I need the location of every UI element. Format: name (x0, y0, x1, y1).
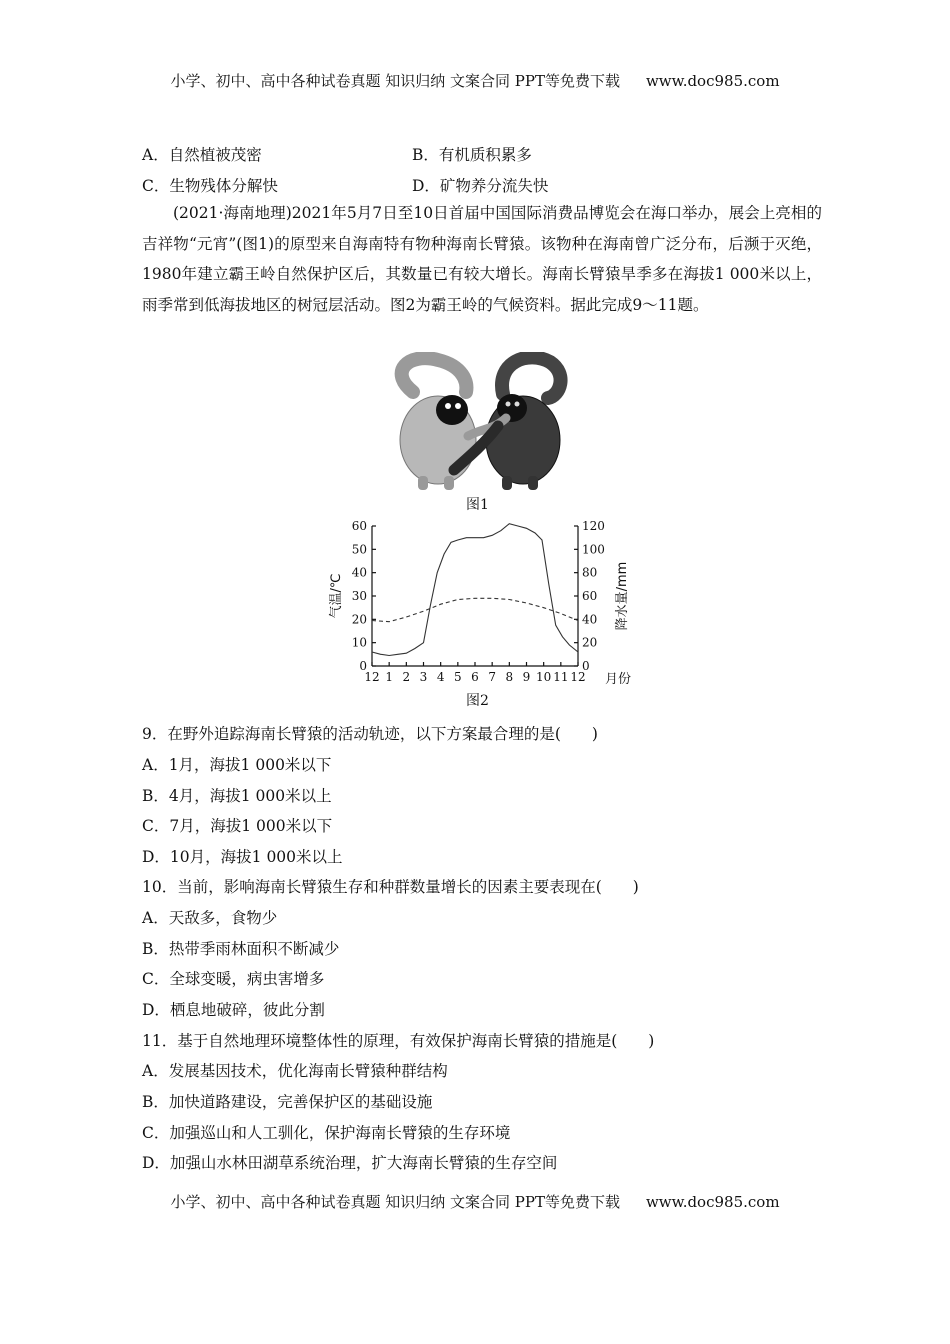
right-tick-label: 0 (582, 659, 590, 673)
left-tick-label: 40 (351, 565, 367, 580)
precipitation-line (372, 524, 578, 656)
right-tick-label: 40 (582, 612, 598, 627)
climate-chart (318, 512, 648, 694)
x-tick-label: 3 (419, 670, 428, 684)
page-footer (0, 1191, 950, 1212)
x-tick-label: 7 (488, 670, 496, 684)
question-9-option-d: D．10月，海拔1 000米以上 (142, 848, 343, 866)
x-tick-label: 12 (570, 670, 586, 684)
question-10-option-b: B．热带季雨林面积不断减少 (142, 940, 340, 958)
right-tick-label: 120 (582, 519, 605, 533)
x-tick-label: 5 (454, 670, 462, 684)
question-10-option-c: C．全球变暖，病虫害增多 (142, 970, 325, 988)
footer-url: www.doc985.com (645, 1193, 780, 1211)
left-tick-label: 50 (351, 542, 367, 557)
left-tick-label: 30 (351, 589, 367, 603)
right-axis-label: 降水量/mm (615, 561, 630, 631)
question-11-option-d: D．加强山水林田湖草系统治理，扩大海南长臂猿的生存空间 (142, 1154, 558, 1172)
page-header (0, 70, 950, 91)
left-tick-label: 20 (351, 612, 367, 627)
temperature-line (372, 598, 578, 621)
question-9-option-b: B．4月，海拔1 000米以上 (142, 787, 332, 805)
figure1-caption: 图1 (466, 497, 489, 513)
question-10-stem: 10．当前，影响海南长臂猿生存和种群数量增长的因素主要表现在( ) (142, 878, 639, 896)
mascot-figure (378, 352, 578, 494)
right-tick-label: 100 (582, 542, 605, 557)
right-tick-label: 20 (582, 635, 598, 650)
question-11-option-b: B．加快道路建设，完善保护区的基础设施 (142, 1093, 433, 1111)
left-mascot-tail (402, 358, 467, 392)
left-tick-label: 0 (359, 659, 367, 673)
right-tick-label: 60 (582, 589, 598, 603)
x-tick-label: 11 (553, 670, 569, 684)
x-tick-label: 9 (522, 670, 531, 684)
passage: (2021·海南地理)2021年5月7日至10日首届中国国际消费品博览会在海口举办，展会上亮相的吉祥物“元宵”(图1)的原型来自海南特有物种海南长臂猿。该物种在海南曾广泛分布，后濒于灭绝，1980年建立霸王岭自然保护区后，其数量已有较大增长。海南长臂猿旱季多在海拔1 000米以上，雨季常到低海拔地区的树冠层活动。图2为霸王岭的气候资料。据此完成9～11题。 (142, 204, 822, 314)
x-tick-label: 1 (385, 670, 393, 684)
prev-option-b: B．有机质积累多 (412, 146, 532, 164)
left-tick-label: 60 (351, 519, 367, 533)
question-11-option-c: C．加强巡山和人工驯化，保护海南长臂猿的生存环境 (142, 1124, 511, 1142)
x-tick-label: 6 (471, 670, 479, 684)
question-9-option-c: C．7月，海拔1 000米以下 (142, 817, 333, 835)
prev-option-a: A．自然植被茂密 (142, 146, 262, 164)
x-tick-label: 2 (402, 670, 411, 684)
header-text: 小学、初中、高中各种试卷真题 知识归纳 文案合同 PPT等免费下载 (170, 72, 620, 90)
question-9-stem: 9．在野外追踪海南长臂猿的活动轨迹，以下方案最合理的是( ) (142, 725, 598, 743)
x-tick-label: 8 (505, 670, 514, 684)
question-10-option-d: D．栖息地破碎，彼此分割 (142, 1001, 325, 1019)
question-11-option-a: A．发展基因技术，优化海南长臂猿种群结构 (142, 1062, 448, 1080)
question-11-stem: 11．基于自然地理环境整体性的原理，有效保护海南长臂猿的措施是( ) (142, 1032, 655, 1050)
footer-text: 小学、初中、高中各种试卷真题 知识归纳 文案合同 PPT等免费下载 (170, 1193, 620, 1211)
question-9-option-a: A．1月，海拔1 000米以下 (142, 756, 332, 774)
prev-option-d: D．矿物养分流失快 (412, 177, 549, 195)
question-10-option-a: A．天敌多，食物少 (142, 909, 278, 927)
right-mascot-tail (502, 357, 561, 398)
left-tick-label: 10 (351, 635, 367, 650)
header-url: www.doc985.com (645, 72, 780, 90)
x-axis-label: 月份 (604, 672, 632, 687)
right-tick-label: 80 (582, 565, 598, 580)
x-tick-label: 10 (536, 670, 552, 684)
x-tick-label: 12 (364, 670, 380, 684)
left-axis-label: 气温/℃ (329, 573, 344, 619)
left-mascot-face (436, 395, 468, 425)
x-tick-label: 4 (436, 670, 445, 684)
figure2-caption: 图2 (466, 693, 489, 709)
prev-option-c: C．生物残体分解快 (142, 177, 278, 195)
